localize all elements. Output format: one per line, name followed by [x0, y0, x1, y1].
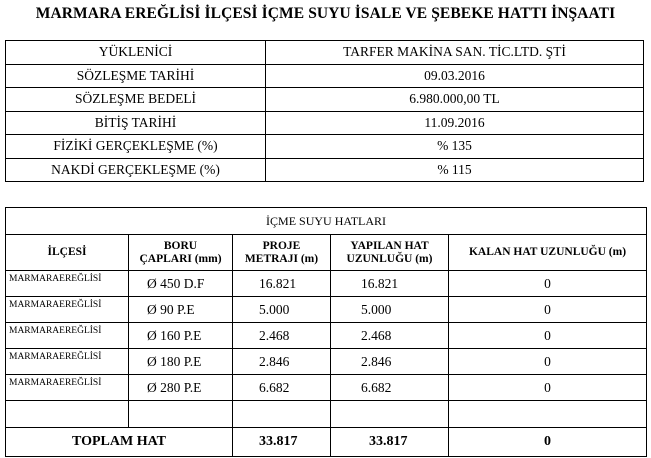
table-row — [6, 297, 647, 323]
info-value: % 135 — [266, 135, 644, 159]
cell-built: 5.000 — [331, 297, 449, 323]
header-district: İLÇESİ — [6, 235, 129, 271]
cell-remaining: 0 — [449, 375, 647, 401]
total-project: 33.817 — [233, 428, 331, 457]
info-value: % 115 — [266, 158, 644, 182]
header-row — [6, 235, 647, 271]
total-remaining: 0 — [449, 428, 647, 457]
cell-pipe: Ø 180 P.E — [129, 349, 233, 375]
info-row — [6, 64, 644, 88]
table-row — [6, 349, 647, 375]
info-value: 6.980.000,00 TL — [266, 88, 644, 112]
table-row — [6, 375, 647, 401]
info-row — [6, 111, 644, 135]
cell-district: MARMARAEREĞLİSİ — [6, 297, 129, 323]
header-remaining: KALAN HAT UZUNLUĞU (m) — [449, 235, 647, 271]
cell-project: 2.846 — [233, 349, 331, 375]
cell-project: 6.682 — [233, 375, 331, 401]
cell-district: MARMARAEREĞLİSİ — [6, 349, 129, 375]
cell-built: 2.468 — [331, 323, 449, 349]
cell-pipe: Ø 160 P.E — [129, 323, 233, 349]
info-value: 09.03.2016 — [266, 64, 644, 88]
info-label: YÜKLENİCİ — [6, 41, 266, 65]
cell-district: MARMARAEREĞLİSİ — [6, 271, 129, 297]
cell-project: 5.000 — [233, 297, 331, 323]
header-project: PROJE METRAJI (m) — [233, 235, 331, 271]
total-label: TOPLAM HAT — [6, 428, 233, 457]
info-value: TARFER MAKİNA SAN. TİC.LTD. ŞTİ — [266, 41, 644, 65]
info-row — [6, 88, 644, 112]
cell-pipe: Ø 90 P.E — [129, 297, 233, 323]
cell-project: 16.821 — [233, 271, 331, 297]
cell-built: 6.682 — [331, 375, 449, 401]
header-pipe: BORU ÇAPLARI (mm) — [129, 235, 233, 271]
cell-remaining: 0 — [449, 271, 647, 297]
info-label: NAKDİ GERÇEKLEŞME (%) — [6, 158, 266, 182]
total-row — [6, 428, 647, 457]
cell-built: 2.846 — [331, 349, 449, 375]
page-title: MARMARA EREĞLİSİ İLÇESİ İÇME SUYU İSALE VE ŞEBEKE HATTI İNŞAATI — [35, 5, 616, 22]
info-row — [6, 41, 644, 65]
cell-district: MARMARAEREĞLİSİ — [6, 323, 129, 349]
header-built: YAPILAN HAT UZUNLUĞU (m) — [331, 235, 449, 271]
cell-remaining: 0 — [449, 297, 647, 323]
info-label: SÖZLEŞME BEDELİ — [6, 88, 266, 112]
water-lines-table — [5, 207, 647, 457]
info-label: BİTİŞ TARİHİ — [6, 111, 266, 135]
cell-built: 16.821 — [331, 271, 449, 297]
empty-row — [6, 401, 647, 428]
table-row — [6, 271, 647, 297]
cell-pipe: Ø 450 D.F — [129, 271, 233, 297]
cell-project: 2.468 — [233, 323, 331, 349]
cell-remaining: 0 — [449, 323, 647, 349]
contract-info-table — [5, 40, 644, 182]
info-row — [6, 135, 644, 159]
cell-remaining: 0 — [449, 349, 647, 375]
cell-pipe: Ø 280 P.E — [129, 375, 233, 401]
cell-district: MARMARAEREĞLİSİ — [6, 375, 129, 401]
info-value: 11.09.2016 — [266, 111, 644, 135]
table-caption: İÇME SUYU HATLARI — [6, 208, 647, 235]
info-label: FİZİKİ GERÇEKLEŞME (%) — [6, 135, 266, 159]
table-row — [6, 323, 647, 349]
total-built: 33.817 — [331, 428, 449, 457]
info-row — [6, 158, 644, 182]
info-label: SÖZLEŞME TARİHİ — [6, 64, 266, 88]
